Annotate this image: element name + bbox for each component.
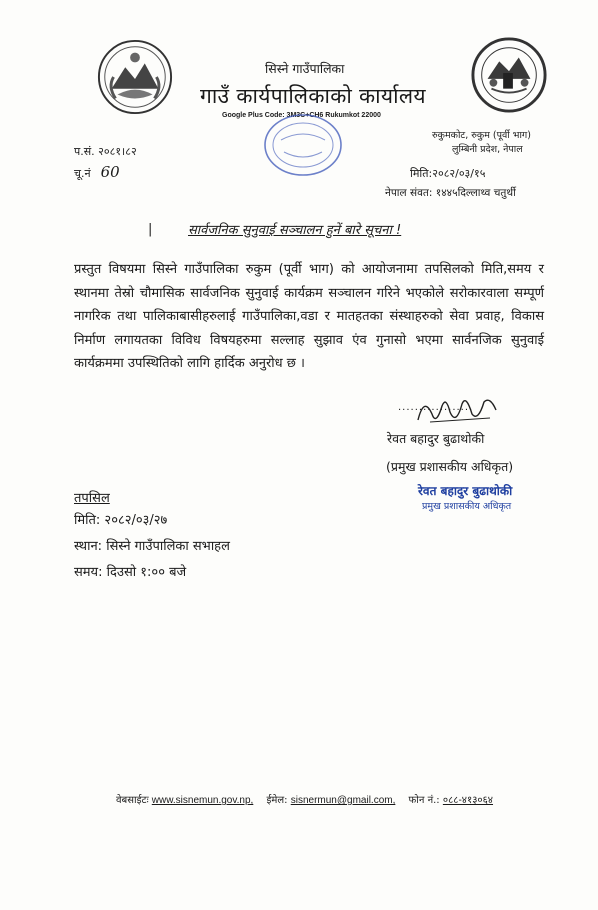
subject-marker: | bbox=[148, 222, 153, 237]
name-stamp: रेवत बहादुर बुढाथोकी bbox=[418, 484, 513, 498]
municipality-name: सिस्ने गाउँपालिका bbox=[265, 61, 345, 76]
notice-body: प्रस्तुत विषयमा सिस्ने गाउँपालिका रुकुम (पूर्वी भाग) को आयोजनामा तपसिलको मिति,समय र स्थानमा तेस्रो चौमासिक सार्वजनिक सुनुवाई कार्यक्रम सञ्चालन गरिने भएकोले सरोकारवाला सम्पूर्ण नागरिक तथा पालिकाबासीहरुलाई गाउँपालिका,वडा र मातहतका संस्थाहरुको सेवा प्रवाह, विकास निर्माण लगायतका विविध विषयहरुमा सल्लाह सुझाव एंव गुनासो भएमा सार्वनजिक सुनुवाई कार्यक्रममा उपस्थितिको लागि हार्दिक अनुरोध छ । bbox=[74, 262, 544, 371]
signer-designation: (प्रमुख प्रशासकीय अधिकृत) bbox=[386, 459, 514, 474]
notice-subject: सार्वजनिक सुनुवाई सञ्चालन हुनें बारे सूचना ! bbox=[188, 223, 402, 238]
event-place: स्थान: सिस्ने गाउँपालिका सभाहल bbox=[74, 539, 230, 554]
signer-name: रेवत बहादुर बुढाथोकी bbox=[387, 431, 485, 446]
nepal-sambat-date: नेपाल संवत: १४४५दिल्लाथ्व चतुर्थी bbox=[385, 187, 516, 199]
office-name: गाउँ कार्यपालिकाको कार्यालय bbox=[200, 84, 426, 108]
website-label: वेबसाईटः bbox=[116, 795, 149, 806]
dispatch-number-label: चू.नं bbox=[74, 167, 91, 180]
google-plus-code: Google Plus Code: 3M3C+CH6 Rukumkot 22000 bbox=[222, 112, 381, 119]
event-date: मिति: २०८२/०३/२७ bbox=[74, 513, 168, 528]
dispatch-number-value: 60 bbox=[100, 163, 120, 181]
letter-reference-number: प.सं. २०८१।८२ bbox=[74, 145, 137, 158]
office-seal-stamp bbox=[256, 110, 350, 180]
letter-date: मिति:२०८२/०३/१५ bbox=[410, 167, 486, 180]
website-link[interactable]: www.sisnemun.gov.np, bbox=[151, 795, 254, 806]
dispatch-number bbox=[74, 163, 120, 181]
nepal-government-emblem bbox=[96, 38, 174, 116]
event-time: समय: दिउसो १:०० बजे bbox=[74, 565, 187, 580]
details-heading: तपसिल bbox=[74, 491, 110, 506]
contact-footer bbox=[116, 792, 493, 806]
phone-label: फोन नं.: bbox=[408, 795, 440, 806]
email-link[interactable]: sisnermun@gmail.com, bbox=[290, 795, 396, 806]
office-address-line2: लुम्बिनी प्रदेश, नेपाल bbox=[452, 144, 523, 155]
signature-line: .................. bbox=[398, 402, 474, 413]
office-address-line1: रुकुमकोट, रुकुम (पूर्वी भाग) bbox=[432, 130, 531, 141]
municipality-logo bbox=[470, 36, 548, 114]
phone-number: ०८८-४१३०६४ bbox=[442, 795, 494, 806]
email-label: ईमेल: bbox=[266, 795, 288, 806]
designation-stamp: प्रमुख प्रशासकीय अधिकृत bbox=[422, 501, 512, 512]
